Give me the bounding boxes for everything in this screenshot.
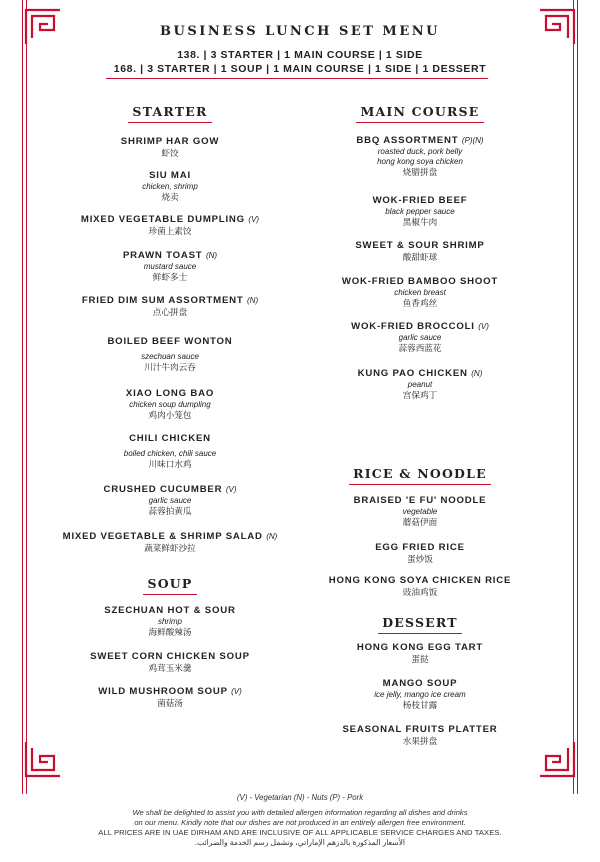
section-heading-main-course: MAIN COURSE: [310, 104, 530, 119]
menu-item-chili-chicken: CHILI CHICKEN boiled chicken, chili sauce 川味口水鸡: [123, 433, 217, 469]
menu-item-boiled-beef-wonton: BOILED BEEF WONTON szechuan sauce 川汁牛肉云吞: [107, 336, 233, 372]
section-heading-rice-noodle: RICE & NOODLE: [310, 466, 530, 481]
menu-item-hong-kong-soya-chicken-rice: HONG KONG SOYA CHICKEN RICE 豉油鸡饭: [328, 575, 512, 597]
menu-item-prawn-toast: PRAWN TOAST (N) mustard sauce 鲜虾多士: [122, 250, 218, 282]
header-divider: [106, 78, 488, 79]
menu-item-crushed-cucumber: CRUSHED CUCUMBER (V) garlic sauce 蒜蓉拍黄瓜: [103, 484, 237, 516]
menu-item-wok-fried-broccoli: WOK-FRIED BROCCOLI (V) garlic sauce 蒜蓉西蓝花: [351, 321, 489, 353]
menu-item-wok-fried-bamboo-shoot: WOK-FRIED BAMBOO SHOOT chicken breast 鱼香鸡丝: [341, 276, 499, 308]
menu-item-xiao-long-bao: XIAO LONG BAO chicken soup dumpling 鸡肉小笼包: [125, 388, 215, 420]
menu-item-mixed-vegetable-shrimp-salad: MIXED VEGETABLE & SHRIMP SALAD (N) 蔬菜鲜虾沙拉: [62, 531, 278, 553]
menu-item-wok-fried-beef: WOK-FRIED BEEF black pepper sauce 黑椒牛肉: [372, 195, 468, 227]
section-heading-soup: SOUP: [60, 576, 280, 591]
menu-item-egg-fried-rice: EGG FRIED RICE 蛋炒饭: [375, 542, 465, 564]
menu-item-braised-e-fu-noodle: BRAISED 'E FU' NOODLE vegetable 蘑菇伊面: [353, 495, 487, 527]
menu-item-mixed-vegetable-dumpling: MIXED VEGETABLE DUMPLING (V) 珍菌上素饺: [80, 214, 260, 236]
menu-item-sweet-sour-shrimp: SWEET & SOUR SHRIMP 酸甜虾球: [355, 240, 485, 262]
menu-item-sweet-corn-chicken-soup: SWEET CORN CHICKEN SOUP 鸡茸玉米羹: [90, 651, 250, 673]
section-heading-starter: STARTER: [60, 104, 280, 119]
menu-item-bbq-assortment: BBQ ASSORTMENT (P)(N) roasted duck, pork belly hong kong soya chicken 烧腊拼盘: [356, 135, 484, 177]
section-heading-dessert: DESSERT: [310, 615, 530, 630]
menu-item-siu-mai: SIU MAI chicken, shrimp 烧卖: [142, 170, 198, 202]
menu-item-szechuan-hot-sour: SZECHUAN HOT & SOUR shrimp 海鲜酸辣汤: [104, 605, 236, 637]
price-line-168: 168. | 3 STARTER | 1 SOUP | 1 MAIN COURSE | 1 SIDE | 1 DESSERT: [113, 63, 487, 75]
menu-title: BUSINESS LUNCH SET MENU: [160, 24, 440, 39]
frame-border-left: [22, 0, 27, 794]
price-line-138: 138. | 3 STARTER | 1 MAIN COURSE | 1 SIDE: [177, 49, 423, 61]
menu-item-hong-kong-egg-tart: HONG KONG EGG TART 蛋挞: [356, 642, 484, 664]
prices-note-english: ALL PRICES ARE IN UAE DIRHAM AND ARE INCLUSIVE OF ALL APPLICABLE SERVICE CHARGES AND TAXES.: [98, 828, 502, 837]
prices-note-arabic: الأسعار المذكورة بالدرهم الإماراتي، وتشمل رسم الخدمة والضرائب.: [194, 838, 406, 847]
menu-item-shrimp-har-gow: SHRIMP HAR GOW 虾饺: [120, 136, 220, 158]
menu-item-seasonal-fruits-platter: SEASONAL FRUITS PLATTER 水果拼盘: [342, 724, 498, 746]
allergen-note-line-2: on our menu. Kindly note that our dishes are not produced in an entirely allergen free environment.: [134, 818, 466, 827]
menu-item-kung-pao-chicken: KUNG PAO CHICKEN (N) peanut 宫保鸡丁: [357, 368, 483, 400]
menu-item-fried-dim-sum-assortment: FRIED DIM SUM ASSORTMENT (N) 点心拼盘: [81, 295, 259, 317]
menu-footer: [0, 793, 600, 848]
corner-ornament-bottom-left-icon: [24, 740, 62, 778]
menu-header: [0, 24, 600, 76]
allergen-note-line-1: We shall be delighted to assist you with detailed allergen information regarding all dishes and drinks: [132, 808, 468, 817]
menu-item-wild-mushroom-soup: WILD MUSHROOM SOUP (V) 菌菇汤: [98, 686, 242, 708]
menu-item-mango-soup: MANGO SOUP ice jelly, mango ice cream 杨枝甘露: [374, 678, 466, 710]
dietary-legend: (V) - Vegetarian (N) - Nuts (P) - Pork: [236, 793, 364, 802]
frame-border-right: [573, 0, 578, 794]
